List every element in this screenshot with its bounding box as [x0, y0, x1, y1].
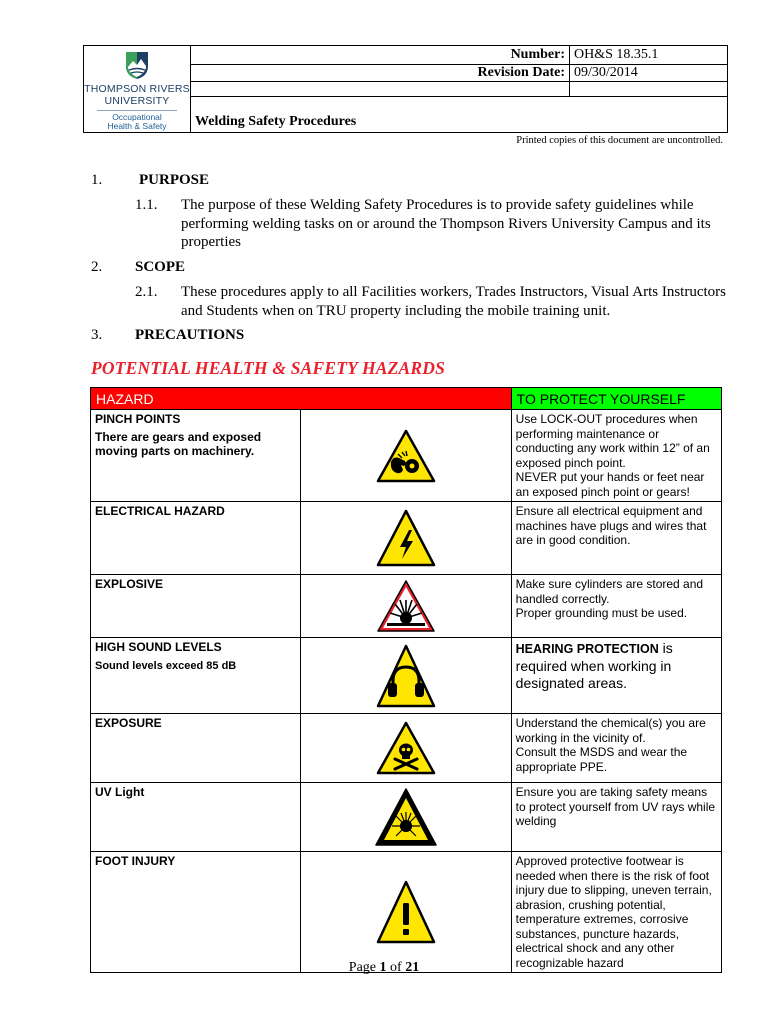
protection-cell: [511, 575, 721, 638]
icon-cell: [301, 852, 511, 973]
protection-text: Ensure you are taking safety means to protect yourself from UV rays while welding: [515, 785, 716, 828]
table-row: [91, 575, 722, 638]
revision-label: Revision Date:: [191, 65, 570, 82]
section-number: 2.: [91, 259, 103, 275]
section-title: SCOPE: [135, 259, 186, 275]
table-header-row: [91, 388, 722, 410]
icon-cell: [301, 575, 511, 638]
logo-dept: [97, 110, 177, 131]
protection-emphasis: HEARING PROTECTION: [515, 642, 659, 656]
table-row: [91, 714, 722, 783]
electrical-icon: [375, 508, 437, 568]
tru-shield-icon: [122, 50, 152, 80]
section-number: 1.: [91, 172, 103, 188]
logo-line1: THOMPSON RIVERS: [84, 83, 190, 95]
blank-value-cell: [570, 82, 728, 97]
table-row: [91, 638, 722, 714]
hazard-cell: [91, 502, 301, 575]
protection-text: [516, 640, 717, 692]
hazard-name: PINCH POINTS: [95, 412, 181, 426]
logo-dept-line2: Health & Safety: [107, 121, 167, 131]
icon-cell: [301, 410, 511, 502]
hazard-cell: [91, 714, 301, 783]
protection-text: Consult the MSDS and wear the appropriate PPE.: [515, 745, 688, 774]
hazard-description: Sound levels exceed 85 dB: [95, 659, 237, 672]
hazard-name: FOOT INJURY: [95, 854, 176, 868]
protection-text: Proper grounding must be used.: [515, 606, 688, 620]
icon-cell: [301, 638, 511, 714]
protection-text: Make sure cylinders are stored and handled correctly.: [515, 577, 704, 606]
current-page: 1: [379, 960, 387, 975]
paragraph-text: These procedures apply to all Facilities workers, Trades Instructors, Visual Arts Instructors and Students when on TRU property including the mobile training unit.: [181, 284, 726, 319]
hazard-name: ELECTRICAL HAZARD: [95, 504, 225, 518]
column-header-protect: TO PROTECT YOURSELF: [511, 388, 721, 410]
hazard-name: UV Light: [95, 785, 145, 799]
icon-cell: [301, 502, 511, 575]
logo-line2: UNIVERSITY: [104, 95, 170, 107]
protection-text: Understand the chemical(s) you are working in the vicinity of.: [515, 716, 706, 745]
section-title: PRECAUTIONS: [135, 327, 245, 343]
document-title: Welding Safety Procedures: [191, 97, 728, 133]
hazard-cell: [91, 575, 301, 638]
caution-icon: [375, 879, 437, 945]
total-pages: 21: [405, 960, 420, 975]
icon-cell: [301, 783, 511, 852]
protection-cell: [511, 852, 721, 973]
hazard-cell: [91, 852, 301, 973]
section-number: 3.: [91, 327, 103, 343]
page-mid: of: [386, 960, 406, 975]
section-title: PURPOSE: [139, 172, 210, 188]
hazard-name: EXPOSURE: [95, 716, 162, 730]
revision-value: 09/30/2014: [570, 65, 728, 82]
hazard-cell: [91, 410, 301, 502]
hazard-table: [90, 387, 722, 973]
icon-cell: [301, 714, 511, 783]
column-header-hazard: HAZARD: [91, 388, 512, 410]
hazard-name: EXPLOSIVE: [95, 577, 164, 591]
logo-dept-line1: Occupational: [112, 112, 162, 122]
explosive-icon: [375, 578, 437, 634]
table-row: [91, 852, 722, 973]
table-row: [91, 783, 722, 852]
protection-text: NEVER put your hands or feet near an exposed pinch point or gears!: [515, 470, 705, 499]
number-label: Number:: [191, 46, 570, 65]
logo-cell: [84, 46, 191, 133]
protection-cell: [511, 783, 721, 852]
protection-cell: [511, 714, 721, 783]
document-header: [83, 45, 728, 133]
table-row: [91, 410, 722, 502]
hazard-description: There are gears and exposed moving parts on machinery.: [95, 429, 262, 458]
hazard-cell: [91, 638, 301, 714]
protection-cell: [511, 502, 721, 575]
paragraph-number: 2.1.: [135, 284, 158, 300]
protection-text-rest: is required when working in designated areas.: [515, 640, 673, 691]
protection-text: Ensure all electrical equipment and machines have plugs and wires that are in good condition.: [515, 504, 707, 547]
number-value: OH&S 18.35.1: [570, 46, 728, 65]
table-row: [91, 502, 722, 575]
protection-text: Approved protective footwear is needed when there is the risk of foot injury due to slipping, uneven terrain, abrasion, crushing potential, temperature extremes, corrosive substances, puncture hazards, electrical shock and any other recognizable hazard: [515, 854, 712, 970]
hazard-cell: [91, 783, 301, 852]
toxic-icon: [375, 720, 437, 776]
hearing-protection-icon: [375, 643, 437, 709]
tru-logo: [84, 46, 190, 131]
protection-cell: [511, 410, 721, 502]
paragraph-number: 1.1.: [135, 197, 158, 213]
uncontrolled-notice: Printed copies of this document are uncontrolled.: [516, 135, 723, 146]
page-footer: [0, 960, 768, 976]
uv-radiation-icon: [373, 786, 439, 848]
protection-cell: [511, 638, 721, 714]
pinch-point-icon: [375, 428, 437, 484]
blank-label-cell: [191, 82, 570, 97]
hazards-heading: POTENTIAL HEALTH & SAFETY HAZARDS: [91, 358, 446, 378]
hazard-name: HIGH SOUND LEVELS: [95, 640, 222, 654]
protection-text: Use LOCK-OUT procedures when performing maintenance or conducting any work within 12” of an exposed pinch point.: [515, 412, 710, 470]
paragraph-text: The purpose of these Welding Safety Procedures is to provide safety guidelines while performing welding tasks on or around the Thompson Rivers University Campus and its properties: [181, 197, 711, 250]
page-prefix: Page: [348, 960, 380, 975]
